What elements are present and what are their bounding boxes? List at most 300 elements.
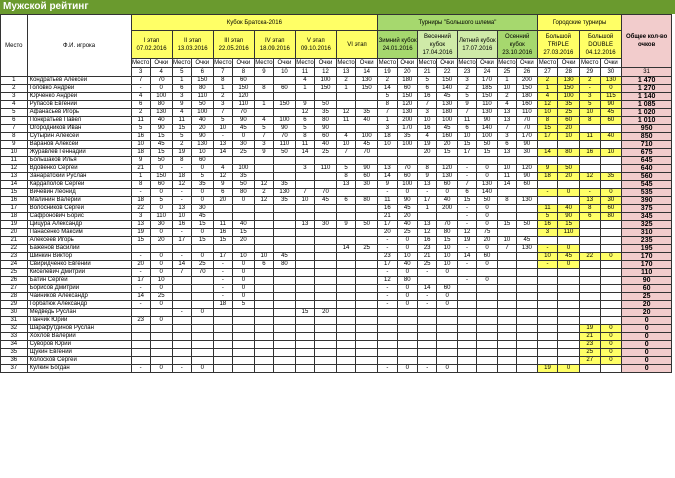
row-player-name: Медведь Руслан — [27, 309, 131, 317]
row-stage-points: 0 — [191, 165, 213, 173]
row-stage-place — [295, 293, 314, 301]
row-stage-points — [232, 349, 254, 357]
row-stage-place — [172, 245, 191, 253]
row-stage-place: - — [131, 85, 150, 93]
header-stage — [497, 31, 537, 59]
row-stage-place: 18 — [131, 197, 150, 205]
row-stage-place: - — [378, 301, 397, 309]
row-stage-place: 10 — [497, 237, 516, 245]
row-total-points: 535 — [622, 189, 672, 197]
row-stage-place: 11 — [172, 117, 191, 125]
row-stage-points: 30 — [232, 141, 254, 149]
header-sub-points: Очки — [517, 59, 538, 68]
row-stage-points: 15 — [150, 149, 172, 157]
row-stage-points: 45 — [356, 141, 378, 149]
row-stage-place: 4 — [295, 77, 314, 85]
row-stage-place: 9 — [378, 181, 397, 189]
row-stage-points: 50 — [315, 101, 337, 109]
row-stage-points: 5 — [150, 197, 172, 205]
row-player-name: Щукин Евгений — [27, 349, 131, 357]
row-stage-points: 60 — [477, 253, 498, 261]
row-stage-points — [437, 277, 458, 285]
row-stage-points: 0 — [437, 301, 458, 309]
row-stage-points — [477, 365, 498, 373]
row-stage-place — [336, 229, 355, 237]
row-stage-points — [315, 365, 337, 373]
row-place: 34 — [1, 341, 28, 349]
row-stage-place — [172, 325, 191, 333]
row-stage-points — [477, 357, 498, 365]
row-place: 36 — [1, 357, 28, 365]
row-stage-place: 11 — [457, 117, 476, 125]
row-stage-points: 20 — [437, 141, 458, 149]
row-stage-place: 11 — [336, 117, 355, 125]
row-place: 6 — [1, 117, 28, 125]
row-stage-place — [497, 261, 516, 269]
row-stage-points: 150 — [558, 85, 580, 93]
row-stage-place — [579, 125, 600, 133]
table-row — [1, 317, 672, 325]
row-total-points: 1 085 — [622, 101, 672, 109]
row-stage-place — [418, 157, 437, 165]
row-stage-points: 0 — [600, 341, 622, 349]
column-number: 8 — [232, 68, 254, 77]
row-stage-place — [295, 181, 314, 189]
row-stage-points — [315, 301, 337, 309]
row-stage-place: 2 — [457, 85, 476, 93]
row-stage-points: 5 — [191, 173, 213, 181]
row-stage-points: 100 — [397, 141, 418, 149]
header-sub-place: Место — [173, 60, 191, 66]
row-stage-place — [254, 269, 273, 277]
row-stage-points: 200 — [437, 205, 458, 213]
row-stage-points: 45 — [558, 253, 580, 261]
row-stage-points — [356, 285, 378, 293]
row-stage-points: 0 — [150, 317, 172, 325]
row-total-points: 235 — [622, 237, 672, 245]
row-stage-points: 0 — [397, 245, 418, 253]
table-row — [1, 125, 672, 133]
row-stage-place — [457, 325, 476, 333]
row-player-name: Свиридченко Евгений — [27, 261, 131, 269]
row-stage-points: 130 — [517, 197, 538, 205]
row-stage-place: 18 — [537, 173, 558, 181]
row-stage-points: 20 — [477, 237, 498, 245]
row-stage-points: 45 — [437, 93, 458, 101]
row-stage-place — [336, 277, 355, 285]
row-stage-points — [558, 277, 580, 285]
row-stage-place — [172, 301, 191, 309]
row-stage-place — [378, 325, 397, 333]
row-stage-place — [537, 269, 558, 277]
row-stage-place: 15 — [131, 237, 150, 245]
row-stage-place: 7 — [497, 245, 516, 253]
row-stage-points — [232, 245, 254, 253]
row-stage-points: 40 — [191, 117, 213, 125]
row-stage-place: 7 — [336, 149, 355, 157]
row-stage-place: 12 — [295, 109, 314, 117]
row-stage-place: - — [131, 285, 150, 293]
column-number: 5 — [172, 68, 191, 77]
row-stage-points: 0 — [477, 221, 498, 229]
row-stage-points: 10 — [437, 245, 458, 253]
row-total-points: 1 470 — [622, 77, 672, 85]
row-stage-place: 11 — [497, 173, 516, 181]
row-stage-points — [274, 365, 296, 373]
row-stage-place: 6 — [213, 189, 232, 197]
row-stage-points: 90 — [315, 125, 337, 133]
row-stage-place: 2 — [254, 189, 273, 197]
row-stage-points — [232, 341, 254, 349]
row-stage-place — [537, 301, 558, 309]
row-stage-place: 6 — [254, 261, 273, 269]
row-stage-place: 16 — [172, 221, 191, 229]
row-stage-place: 4 — [418, 133, 437, 141]
row-stage-points: 60 — [397, 85, 418, 93]
row-stage-place — [378, 333, 397, 341]
row-stage-place: 6 — [295, 117, 314, 125]
row-stage-place — [295, 285, 314, 293]
stage-name: VI этап — [347, 41, 367, 48]
row-stage-place — [295, 333, 314, 341]
row-stage-points: 35 — [274, 197, 296, 205]
row-stage-place: 2 — [497, 93, 516, 101]
row-stage-points — [397, 325, 418, 333]
row-stage-points — [150, 325, 172, 333]
row-stage-place: 5 — [131, 125, 150, 133]
row-stage-points: 60 — [600, 205, 622, 213]
row-stage-place: - — [378, 237, 397, 245]
header-sub-points: Очки — [397, 59, 418, 68]
row-stage-place: 10 — [172, 213, 191, 221]
row-player-name: Понкратьев Павел — [27, 117, 131, 125]
row-total-points: 325 — [622, 221, 672, 229]
row-stage-points: 160 — [517, 101, 538, 109]
header-stage — [579, 31, 621, 59]
row-stage-place: 20 — [213, 197, 232, 205]
row-stage-place — [537, 141, 558, 149]
row-stage-points — [558, 269, 580, 277]
row-stage-place — [336, 125, 355, 133]
table-row — [1, 77, 672, 85]
row-total-points: 950 — [622, 125, 672, 133]
row-stage-points: 0 — [397, 269, 418, 277]
row-stage-place: 9 — [537, 165, 558, 173]
row-stage-points — [315, 229, 337, 237]
row-stage-place — [537, 157, 558, 165]
row-stage-points: 130 — [356, 77, 378, 85]
row-stage-place — [497, 253, 516, 261]
row-stage-place: 14 — [213, 149, 232, 157]
row-stage-points — [517, 213, 538, 221]
row-stage-points — [191, 357, 213, 365]
row-stage-points — [517, 253, 538, 261]
row-stage-points: 140 — [477, 189, 498, 197]
row-stage-points: 0 — [191, 365, 213, 373]
row-stage-place: 16 — [418, 93, 437, 101]
column-number: 24 — [477, 68, 498, 77]
stage-name: Летний кубок — [458, 37, 496, 44]
row-stage-points: 0 — [191, 229, 213, 237]
row-stage-points: 80 — [191, 85, 213, 93]
row-stage-place — [579, 181, 600, 189]
row-stage-points: 35 — [232, 173, 254, 181]
row-place: 31 — [1, 317, 28, 325]
row-stage-place: 11 — [131, 117, 150, 125]
header-stage — [295, 31, 336, 59]
row-stage-place — [336, 341, 355, 349]
row-stage-points: 0 — [600, 85, 622, 93]
row-stage-points: 100 — [191, 109, 213, 117]
row-stage-points — [477, 293, 498, 301]
row-stage-place: 12 — [418, 229, 437, 237]
row-stage-points — [356, 269, 378, 277]
row-stage-place: - — [213, 277, 232, 285]
row-stage-points: 100 — [437, 117, 458, 125]
column-number: 20 — [397, 68, 418, 77]
row-stage-points — [274, 237, 296, 245]
row-stage-points — [356, 317, 378, 325]
row-stage-place: 18 — [131, 149, 150, 157]
row-stage-place — [378, 357, 397, 365]
row-player-name: Баженов Василий — [27, 245, 131, 253]
header-stage — [378, 31, 418, 59]
row-stage-place — [457, 309, 476, 317]
row-stage-place — [295, 261, 314, 269]
row-stage-place: - — [378, 269, 397, 277]
row-stage-place — [497, 301, 516, 309]
row-stage-points: 130 — [150, 109, 172, 117]
row-stage-place: 17 — [378, 221, 397, 229]
row-place: 20 — [1, 229, 28, 237]
row-stage-place: - — [457, 277, 476, 285]
row-stage-points — [517, 285, 538, 293]
column-number: 23 — [457, 68, 476, 77]
row-stage-points — [517, 229, 538, 237]
row-stage-points: 130 — [517, 245, 538, 253]
row-stage-points: 30 — [150, 221, 172, 229]
row-stage-points: 0 — [477, 205, 498, 213]
row-place: 17 — [1, 205, 28, 213]
row-stage-points — [315, 341, 337, 349]
row-stage-place: 22 — [579, 253, 600, 261]
row-stage-points: 35 — [558, 101, 580, 109]
row-player-name: Кулкин Богдан — [27, 365, 131, 373]
row-stage-points: 180 — [397, 77, 418, 85]
row-stage-place — [254, 293, 273, 301]
row-stage-place: 12 — [213, 173, 232, 181]
row-stage-points: 90 — [600, 101, 622, 109]
table-row — [1, 93, 672, 101]
row-stage-points: 0 — [397, 365, 418, 373]
row-place: 3 — [1, 93, 28, 101]
row-stage-points — [517, 301, 538, 309]
header-sub-place: Место — [337, 60, 355, 66]
row-stage-place: - — [418, 365, 437, 373]
header-stage — [418, 31, 458, 59]
header-stage — [172, 31, 213, 59]
row-stage-points: 100 — [558, 93, 580, 101]
row-stage-points: 20 — [558, 173, 580, 181]
row-stage-points: 20 — [150, 237, 172, 245]
row-stage-place — [336, 253, 355, 261]
header-sub-place: Место — [418, 60, 436, 66]
row-stage-place: 12 — [172, 181, 191, 189]
row-stage-points: 40 — [150, 117, 172, 125]
row-stage-points: 35 — [315, 109, 337, 117]
row-stage-place — [457, 357, 476, 365]
table-row — [1, 261, 672, 269]
row-stage-points: 160 — [437, 133, 458, 141]
row-stage-points — [600, 309, 622, 317]
row-stage-points: 45 — [315, 197, 337, 205]
table-row — [1, 309, 672, 317]
row-stage-place — [295, 253, 314, 261]
row-place: 18 — [1, 213, 28, 221]
row-stage-points: 20 — [315, 309, 337, 317]
row-stage-place — [295, 357, 314, 365]
header-group-bratsk-cup: Кубок Братска-2016 — [131, 15, 378, 31]
row-stage-place: - — [131, 301, 150, 309]
header-sub-place: Место — [538, 60, 557, 66]
row-stage-points: 0 — [477, 213, 498, 221]
row-stage-place: 14 — [295, 149, 314, 157]
row-stage-points: 10 — [397, 253, 418, 261]
row-stage-place — [254, 365, 273, 373]
row-stage-place — [418, 277, 437, 285]
row-stage-place: 5 — [378, 93, 397, 101]
column-number: 6 — [191, 68, 213, 77]
row-stage-place: 19 — [131, 229, 150, 237]
column-number: 31 — [622, 68, 672, 77]
row-stage-points — [517, 293, 538, 301]
row-stage-points — [150, 357, 172, 365]
row-stage-place: 3 — [131, 213, 150, 221]
row-stage-points: 0 — [150, 165, 172, 173]
row-stage-points: 200 — [397, 117, 418, 125]
row-stage-points: 0 — [600, 357, 622, 365]
column-number: 12 — [315, 68, 337, 77]
row-stage-place — [254, 341, 273, 349]
row-place: 12 — [1, 165, 28, 173]
row-stage-place — [131, 245, 150, 253]
table-body — [1, 77, 672, 373]
row-stage-place: 10 — [131, 141, 150, 149]
row-stage-place: 12 — [254, 197, 273, 205]
row-stage-points: 50 — [356, 221, 378, 229]
row-stage-points — [600, 125, 622, 133]
row-stage-place — [537, 277, 558, 285]
row-stage-place — [295, 237, 314, 245]
table-row — [1, 341, 672, 349]
row-stage-place: 8 — [537, 117, 558, 125]
row-stage-points: 110 — [558, 229, 580, 237]
row-stage-place: 23 — [418, 245, 437, 253]
row-stage-place: 6 — [131, 101, 150, 109]
row-stage-place: 17 — [213, 253, 232, 261]
row-stage-points: 70 — [232, 109, 254, 117]
column-number: 14 — [356, 68, 378, 77]
row-stage-points — [150, 245, 172, 253]
table-row — [1, 237, 672, 245]
row-stage-points — [274, 309, 296, 317]
row-stage-place — [579, 221, 600, 229]
row-total-points: 195 — [622, 245, 672, 253]
row-stage-place — [579, 229, 600, 237]
row-stage-points — [191, 317, 213, 325]
table-row — [1, 253, 672, 261]
row-stage-points: 150 — [150, 173, 172, 181]
row-stage-place: 19 — [418, 141, 437, 149]
row-player-name: Батин Сергей — [27, 277, 131, 285]
row-place: 2 — [1, 85, 28, 93]
row-stage-place: 10 — [497, 165, 516, 173]
row-stage-place — [172, 333, 191, 341]
row-stage-place — [295, 341, 314, 349]
row-stage-place — [378, 309, 397, 317]
row-stage-place: 3 — [213, 101, 232, 109]
row-stage-points: 150 — [517, 85, 538, 93]
row-stage-points — [356, 93, 378, 101]
row-stage-place: 14 — [378, 173, 397, 181]
row-stage-points: 0 — [558, 261, 580, 269]
row-stage-points — [274, 165, 296, 173]
row-stage-place: 10 — [336, 141, 355, 149]
row-place: 8 — [1, 133, 28, 141]
row-stage-place: 6 — [497, 141, 516, 149]
row-stage-place: 6 — [418, 85, 437, 93]
column-number: 10 — [274, 68, 296, 77]
row-stage-place: 13 — [378, 165, 397, 173]
row-stage-place: - — [213, 285, 232, 293]
row-place: 7 — [1, 125, 28, 133]
row-stage-place — [497, 317, 516, 325]
row-stage-points — [437, 341, 458, 349]
row-stage-points — [274, 301, 296, 309]
row-stage-points: 0 — [232, 277, 254, 285]
row-stage-place — [579, 165, 600, 173]
row-stage-place — [457, 341, 476, 349]
row-stage-points — [232, 365, 254, 373]
table-row — [1, 349, 672, 357]
stage-name: Большой DOUBLE — [587, 33, 614, 48]
row-stage-place: 1 — [537, 85, 558, 93]
row-stage-points: 100 — [315, 77, 337, 85]
row-stage-place: 10 — [213, 125, 232, 133]
row-stage-points: 0 — [232, 133, 254, 141]
row-stage-points: 0 — [232, 293, 254, 301]
row-stage-place: 8 — [172, 157, 191, 165]
row-stage-points: 0 — [477, 245, 498, 253]
row-stage-place: 5 — [172, 133, 191, 141]
row-stage-points: 0 — [477, 165, 498, 173]
row-stage-points — [274, 341, 296, 349]
row-stage-points — [600, 261, 622, 269]
row-stage-place — [295, 173, 314, 181]
row-stage-place: 7 — [254, 133, 273, 141]
row-stage-place: 1 — [497, 77, 516, 85]
row-stage-points: 90 — [356, 165, 378, 173]
row-stage-points: 60 — [600, 117, 622, 125]
row-stage-place — [213, 357, 232, 365]
row-total-points: 1 270 — [622, 85, 672, 93]
row-player-name: Киселевич Дмитрий — [27, 269, 131, 277]
row-stage-points: 10 — [437, 261, 458, 269]
row-stage-points: 80 — [315, 117, 337, 125]
row-stage-points: 90 — [397, 197, 418, 205]
row-stage-place — [579, 285, 600, 293]
row-stage-place: 3 — [579, 93, 600, 101]
